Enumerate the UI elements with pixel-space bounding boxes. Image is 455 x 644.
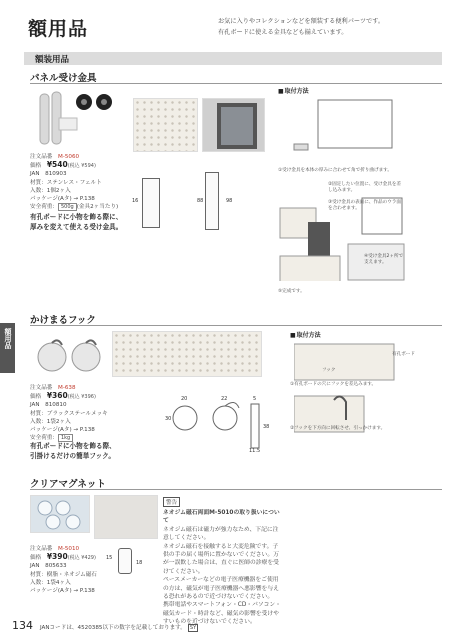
magnet-dimension-drawing (118, 548, 132, 574)
hook-spec: 注文品番 M-638 価格 ¥360(税込 ¥396) JAN 810810 材質：ブラックステールメッキ 入数：1袋2ヶ入 パッケージ(Aタ) → P.138 安全荷重： 1kg (30, 385, 108, 442)
page-number: 134 (12, 619, 33, 632)
hook-product-photo (36, 335, 106, 375)
dim-label: 88 (197, 198, 204, 204)
order-number: M-638 (58, 385, 76, 391)
section-divider (30, 325, 442, 326)
dim-label: 20 (181, 396, 188, 402)
dim-label: 22 (221, 396, 228, 402)
howto-step: ④受け金具2ヶ所で支えます。 (364, 254, 404, 266)
price: ¥540 (46, 160, 68, 170)
hook-usage-photo (112, 331, 262, 377)
howto-step: ①有孔ボードの穴にフックを差込みます。 (290, 382, 377, 387)
howto-step: ③受け金具の表面に、作品のウラ面を合わせます。 (328, 200, 402, 212)
load-badge: 500g (58, 203, 77, 211)
section-title-magnet: クリアマグネット (30, 479, 106, 490)
price: ¥390 (46, 552, 68, 562)
price: ¥360 (46, 391, 68, 401)
panel-feature-text: 有孔ボードに小物を飾る際に、 厚みを変えて使える受け金具。 (30, 213, 123, 231)
howto-step: ②固定したい位置に、受け金具を差し込みます。 (328, 182, 402, 194)
howto-step: ②フックを下方向に回転させ、引っかけます。 (290, 426, 386, 431)
howto-step: ⑤完成です。 (278, 289, 305, 294)
panel-usage-photo-2 (202, 98, 265, 152)
board-label: 有孔ボード (392, 352, 415, 357)
dim-label: 38 (263, 424, 270, 430)
panel-usage-photo-1 (133, 98, 198, 152)
dim-label: 98 (226, 198, 233, 204)
warning-heading: 警告 (163, 497, 180, 507)
intro-line-1: お気に入りやコレクションなどを額装する便利パーツです。 (218, 18, 385, 25)
side-index-tab (0, 323, 15, 373)
side-tab-label: 額用品 (4, 328, 12, 349)
magnet-warning-box (163, 489, 283, 626)
magnet-product-photo (30, 495, 90, 533)
page-title: 額用品 (28, 18, 89, 40)
dim-label: 18 (136, 560, 143, 566)
hook-feature-text: 有孔ボードに小物を飾る際、 引掛けるだけの簡単フック。 (30, 442, 116, 460)
footer-note: JANコードは、4520385以下の数字を記載しております。 SY (40, 625, 197, 631)
howto-title: ■ 取付方法 (278, 86, 309, 95)
category-bar (24, 52, 442, 65)
hook-howto (288, 330, 438, 438)
magnet-usage-photo (94, 495, 158, 539)
dim-label: 11.5 (249, 448, 261, 454)
dim-label: 30 (165, 416, 172, 422)
order-number: M-5060 (58, 154, 80, 160)
magnet-spec: 注文品番 M-5010 価格 ¥390(税込 ¥429) JAN 805633 材質：樹脂・ネオジム磁石 入数：1袋4ヶ入 パッケージ(Aタ) → P.138 (30, 546, 97, 595)
order-number: M-5010 (58, 546, 80, 552)
hook-dimension-drawing (165, 396, 275, 458)
load-badge: 1kg (58, 434, 73, 442)
hook-label: フック (322, 368, 336, 373)
section-title-hook: かけまるフック (30, 315, 96, 326)
dim-label: 16 (132, 198, 139, 204)
intro-text (218, 16, 438, 38)
section-title-panel: パネル受け金具 (30, 73, 97, 84)
intro-line-2: 有孔ボードに使える金具なども揃えています。 (218, 29, 348, 36)
footer-tag: SY (189, 625, 197, 631)
dim-label: 5 (253, 396, 257, 402)
panel-howto (268, 84, 408, 294)
howto-title: ■ 取付方法 (290, 330, 321, 339)
warning-body: ネオジム磁石両面M-5010の取り扱いについて ネオジム磁石は磁力が強力なため、下記に注意してください。 ネオジム磁石を接触すると大変危険です。子供の手の届く場所に置かないでください。万が一誤飲した場合は、直ぐに医師の診療を受けてください。 ペースメーカーなどの電子医療機器をご使用の方は、磁気が電子医療機器へ悪影響を与える恐れがあるので近づけないでください。 携帯電話やスマートフォン・CD・パソコン・磁気カード・時計など、磁気の影響を受けやすいものを近づけないでください。 (163, 510, 281, 626)
panel-spec: 注文品番 M-5060 価格 ¥540(税込 ¥594) JAN 810903 材質：ステンレス・フェルト 入数：1個2ヶ入 パッケージ(Aタ) → P.138 安全荷重： 500g (金具2ヶ当たり) (30, 154, 119, 211)
panel-dimension-drawing (142, 178, 160, 228)
dim-label: 15 (106, 555, 113, 561)
panel-product-photo (34, 88, 120, 148)
category-label: 額装用品 (35, 55, 70, 65)
howto-step: ①受け金具を本体の厚みに合わせて角で折り曲げます。 (278, 168, 393, 173)
panel-dimension-drawing-2 (205, 172, 219, 230)
